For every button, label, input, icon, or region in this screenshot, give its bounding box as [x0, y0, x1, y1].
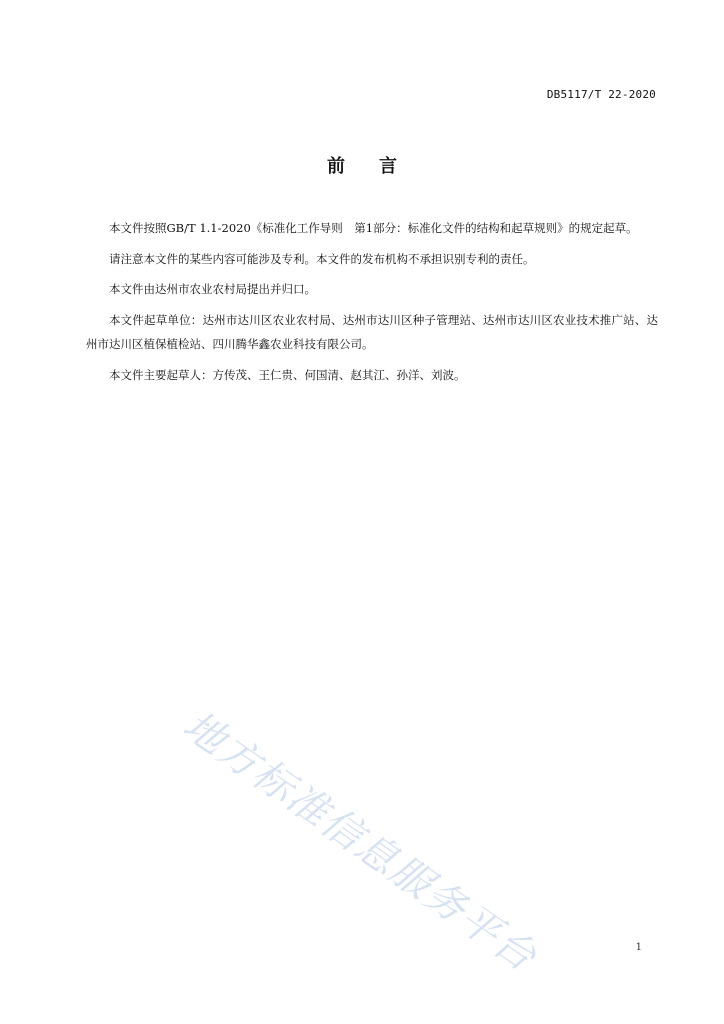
page-title: 前言 [327, 156, 431, 177]
paragraph-drafting-rules: 本文件按照GB/T 1.1-2020《标准化工作导则 第1部分：标准化文件的结构和起草规则》的规定起草。 [109, 221, 638, 235]
watermark: 地方标准信息服务平台 [174, 702, 546, 982]
paragraph-proposer: 本文件由达州市农业农村局提出并归口。 [109, 282, 316, 296]
paragraph-patent-notice: 请注意本文件的某些内容可能涉及专利。本文件的发布机构不承担识别专利的责任。 [109, 251, 535, 266]
document-code: DB5117/T 22-2020 [546, 88, 656, 101]
paragraph-drafting-units: 本文件起草单位：达州市达川区农业农村局、达州市达川区种子管理站、达州市达川区农业技术推广站、达州市达川区植保植检站、四川腾华鑫农业科技有限公司。 [86, 312, 658, 351]
foreword-body [86, 216, 658, 393]
paragraph-drafters: 本文件主要起草人：方传茂、王仁贵、何国清、赵其江、孙洋、刘波。 [109, 367, 466, 382]
page-number: 1 [635, 942, 642, 953]
